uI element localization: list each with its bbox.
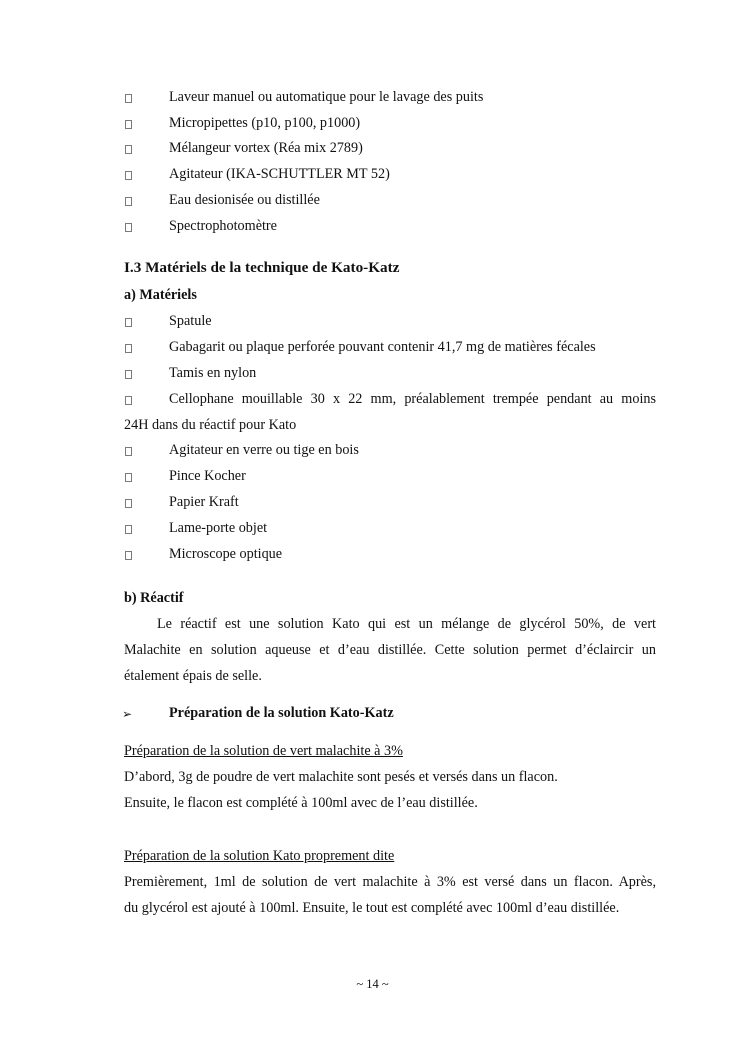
checkbox-bullet-icon	[125, 171, 132, 180]
checkbox-bullet-icon	[125, 223, 132, 232]
list-item: Spectrophotomètre	[169, 218, 277, 234]
list-item-cellophane: Cellophane mouillable 30 x 22 mm, préalablement trempée pendant au moins	[169, 391, 656, 407]
section-heading: I.3 Matériels de la technique de Kato-Katz	[124, 259, 400, 276]
checkbox-bullet-icon	[125, 551, 132, 560]
paragraph-line: étalement épais de selle.	[124, 668, 262, 684]
checkbox-bullet-icon	[125, 499, 132, 508]
checkbox-bullet-icon	[125, 197, 132, 206]
page-number: ~ 14 ~	[356, 977, 389, 991]
checkbox-bullet-icon	[125, 525, 132, 534]
checkbox-bullet-icon	[125, 120, 132, 129]
list-item-cellophane-continued: 24H dans du réactif pour Kato	[124, 417, 297, 433]
prep-vert-title: Préparation de la solution de vert malachite à 3%	[124, 743, 403, 759]
checkbox-bullet-icon	[125, 318, 132, 327]
list-item: Gabagarit ou plaque perforée pouvant contenir 41,7 mg de matières fécales	[169, 339, 596, 355]
paragraph-line: Le réactif est une solution Kato qui est un mélange de glycérol 50%, de vert	[157, 616, 656, 632]
prep-kato-line: du glycérol est ajouté à 100ml. Ensuite, le tout est complété avec 100ml d’eau distillée.	[124, 900, 620, 916]
arrow-bullet-icon: ➢	[122, 707, 133, 721]
list-item: Papier Kraft	[169, 494, 239, 510]
list-item: Spatule	[169, 313, 212, 329]
list-item: Eau desionisée ou distillée	[169, 192, 320, 208]
subheading-materiels: a) Matériels	[124, 287, 197, 303]
prep-kato-line: Premièrement, 1ml de solution de vert malachite à 3% est versé dans un flacon. Après,	[124, 874, 656, 890]
preparation-heading: Préparation de la solution Kato-Katz	[169, 705, 394, 721]
subheading-reactif: b) Réactif	[124, 590, 184, 606]
list-item: Agitateur (IKA-SCHUTTLER MT 52)	[169, 166, 390, 182]
prep-kato-title: Préparation de la solution Kato proprement dite	[124, 848, 395, 864]
checkbox-bullet-icon	[125, 473, 132, 482]
checkbox-bullet-icon	[125, 94, 132, 103]
list-item: Microscope optique	[169, 546, 283, 562]
list-item: Tamis en nylon	[169, 365, 257, 381]
paragraph-line: Malachite en solution aqueuse et d’eau distillée. Cette solution permet d’éclaircir un	[124, 642, 656, 658]
list-item: Pince Kocher	[169, 468, 246, 484]
list-item: Mélangeur vortex (Réa mix 2789)	[169, 140, 363, 156]
list-item: Lame-porte objet	[169, 520, 268, 536]
checkbox-bullet-icon	[125, 370, 132, 379]
prep-vert-line: D’abord, 3g de poudre de vert malachite sont pesés et versés dans un flacon.	[124, 769, 558, 785]
list-item: Laveur manuel ou automatique pour le lavage des puits	[169, 89, 484, 105]
checkbox-bullet-icon	[125, 447, 132, 456]
prep-vert-line: Ensuite, le flacon est complété à 100ml avec de l’eau distillée.	[124, 795, 478, 811]
checkbox-bullet-icon	[125, 344, 132, 353]
checkbox-bullet-icon	[125, 145, 132, 154]
list-item: Agitateur en verre ou tige en bois	[169, 442, 359, 458]
list-item: Micropipettes (p10, p100, p1000)	[169, 115, 361, 131]
checkbox-bullet-icon	[125, 396, 132, 405]
